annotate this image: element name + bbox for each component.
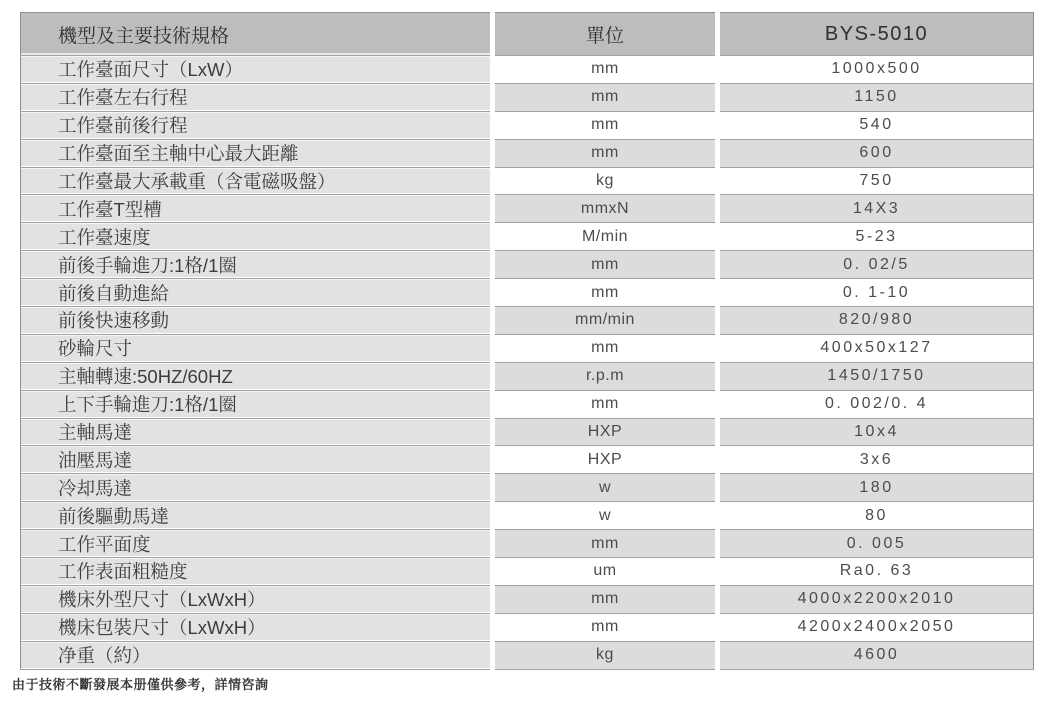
unit-cell: um xyxy=(493,558,718,586)
unit-cell: mm xyxy=(493,83,718,111)
spec-cell: 上下手輪進刀:1格/1圈 xyxy=(21,390,493,418)
spec-cell: 工作臺最大承載重（含電磁吸盤） xyxy=(21,167,493,195)
value-cell: 750 xyxy=(718,167,1034,195)
spec-cell: 砂輪尺寸 xyxy=(21,334,493,362)
unit-cell: mm xyxy=(493,585,718,613)
value-cell: 1000x500 xyxy=(718,56,1034,84)
spec-cell: 净重（約） xyxy=(21,641,493,669)
spec-cell: 工作臺速度 xyxy=(21,223,493,251)
table-body xyxy=(21,56,1034,670)
unit-cell: mm xyxy=(493,334,718,362)
unit-cell: mm xyxy=(493,56,718,84)
spec-cell: 油壓馬達 xyxy=(21,446,493,474)
unit-cell: mm xyxy=(493,111,718,139)
value-cell: 14X3 xyxy=(718,195,1034,223)
table-row xyxy=(21,558,1034,586)
spec-cell: 機床外型尺寸（LxWxH） xyxy=(21,585,493,613)
unit-cell: M/min xyxy=(493,223,718,251)
value-cell: 180 xyxy=(718,474,1034,502)
header-row xyxy=(21,13,1034,56)
spec-cell: 機床包裝尺寸（LxWxH） xyxy=(21,613,493,641)
value-cell: 400x50x127 xyxy=(718,334,1034,362)
table-row xyxy=(21,83,1034,111)
spec-cell: 主軸馬達 xyxy=(21,418,493,446)
unit-cell: mm xyxy=(493,139,718,167)
value-cell: 820/980 xyxy=(718,307,1034,335)
value-cell: 4000x2200x2010 xyxy=(718,585,1034,613)
table-row xyxy=(21,362,1034,390)
table-row xyxy=(21,530,1034,558)
value-cell: Ra0. 63 xyxy=(718,558,1034,586)
table-row xyxy=(21,111,1034,139)
table-row xyxy=(21,390,1034,418)
unit-cell: mmxN xyxy=(493,195,718,223)
unit-cell: mm xyxy=(493,613,718,641)
header-spec-title: 機型及主要技術規格 xyxy=(21,13,493,56)
table-row xyxy=(21,251,1034,279)
table-row xyxy=(21,279,1034,307)
table-row xyxy=(21,139,1034,167)
spec-cell: 工作臺面尺寸（LxW） xyxy=(21,56,493,84)
spec-cell: 前後驅動馬達 xyxy=(21,502,493,530)
unit-cell: mm xyxy=(493,279,718,307)
table-row xyxy=(21,195,1034,223)
value-cell: 3x6 xyxy=(718,446,1034,474)
spec-table xyxy=(20,12,1034,670)
value-cell: 5-23 xyxy=(718,223,1034,251)
value-cell: 10x4 xyxy=(718,418,1034,446)
unit-cell: w xyxy=(493,474,718,502)
unit-cell: HXP xyxy=(493,418,718,446)
table-header xyxy=(21,13,1034,56)
table-row xyxy=(21,474,1034,502)
header-unit-title: 單位 xyxy=(493,13,718,56)
unit-cell: mm/min xyxy=(493,307,718,335)
value-cell: 0. 02/5 xyxy=(718,251,1034,279)
spec-cell: 工作臺前後行程 xyxy=(21,111,493,139)
unit-cell: kg xyxy=(493,641,718,669)
spec-cell: 工作臺面至主軸中心最大距離 xyxy=(21,139,493,167)
spec-cell: 工作臺T型槽 xyxy=(21,195,493,223)
spec-cell: 主軸轉速:50HZ/60HZ xyxy=(21,362,493,390)
spec-cell: 冷却馬達 xyxy=(21,474,493,502)
spec-cell: 工作平面度 xyxy=(21,530,493,558)
unit-cell: r.p.m xyxy=(493,362,718,390)
table-row xyxy=(21,167,1034,195)
value-cell: 540 xyxy=(718,111,1034,139)
footer-disclaimer: 由于技術不斷發展本册僅供參考，詳情咨詢 xyxy=(12,677,269,692)
table-row xyxy=(21,307,1034,335)
table-row xyxy=(21,56,1034,84)
spec-cell: 工作臺左右行程 xyxy=(21,83,493,111)
value-cell: 0. 005 xyxy=(718,530,1034,558)
unit-cell: mm xyxy=(493,390,718,418)
unit-cell: kg xyxy=(493,167,718,195)
spec-cell: 前後快速移動 xyxy=(21,307,493,335)
table-row xyxy=(21,334,1034,362)
spec-cell: 工作表面粗糙度 xyxy=(21,558,493,586)
spec-cell: 前後手輪進刀:1格/1圈 xyxy=(21,251,493,279)
value-cell: 4600 xyxy=(718,641,1034,669)
spec-table-container xyxy=(20,12,1034,670)
unit-cell: mm xyxy=(493,251,718,279)
table-row xyxy=(21,585,1034,613)
value-cell: 0. 1-10 xyxy=(718,279,1034,307)
unit-cell: mm xyxy=(493,530,718,558)
value-cell: 1450/1750 xyxy=(718,362,1034,390)
table-row xyxy=(21,446,1034,474)
table-row xyxy=(21,502,1034,530)
table-row xyxy=(21,418,1034,446)
unit-cell: HXP xyxy=(493,446,718,474)
table-row xyxy=(21,613,1034,641)
spec-cell: 前後自動進給 xyxy=(21,279,493,307)
value-cell: 80 xyxy=(718,502,1034,530)
value-cell: 0. 002/0. 4 xyxy=(718,390,1034,418)
table-row xyxy=(21,641,1034,669)
unit-cell: w xyxy=(493,502,718,530)
value-cell: 4200x2400x2050 xyxy=(718,613,1034,641)
value-cell: 600 xyxy=(718,139,1034,167)
table-row xyxy=(21,223,1034,251)
header-model-title: BYS-5010 xyxy=(718,13,1034,56)
value-cell: 1150 xyxy=(718,83,1034,111)
